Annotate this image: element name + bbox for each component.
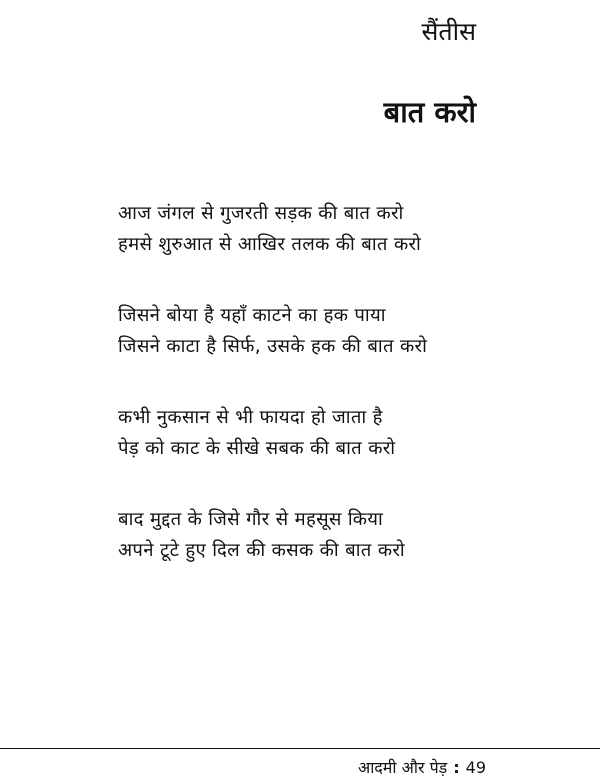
chapter-number: सैंतीस: [421, 17, 476, 46]
page-footer: [358, 756, 486, 778]
poem-line: जिसने बोया है यहाँ काटने का हक पाया: [118, 305, 386, 326]
stanza-3: [118, 402, 478, 464]
footer-divider: [0, 748, 600, 749]
poem-title: बात करो: [383, 95, 476, 129]
poem-line: आज जंगल से गुजरती सड़क की बात करो: [118, 203, 404, 224]
stanza-1: [118, 198, 478, 260]
footer-separator: :: [453, 758, 460, 777]
stanza-4: [118, 504, 478, 566]
poem-body: [118, 198, 478, 606]
poem-line: जिसने काटा है सिर्फ, उसके हक की बात करो: [118, 336, 428, 357]
poem-line: कभी नुकसान से भी फायदा हो जाता है: [118, 407, 383, 428]
poem-line: हमसे शुरुआत से आखिर तलक की बात करो: [118, 234, 422, 255]
poem-line: पेड़ को काट के सीखे सबक की बात करो: [118, 438, 396, 459]
stanza-2: [118, 300, 478, 362]
poem-line: अपने टूटे हुए दिल की कसक की बात करो: [118, 540, 406, 561]
page-number: 49: [465, 758, 486, 777]
footer-book-title: आदमी और पेड़: [357, 758, 448, 777]
poem-line: बाद मुद्दत के जिसे गौर से महसूस किया: [118, 509, 384, 530]
